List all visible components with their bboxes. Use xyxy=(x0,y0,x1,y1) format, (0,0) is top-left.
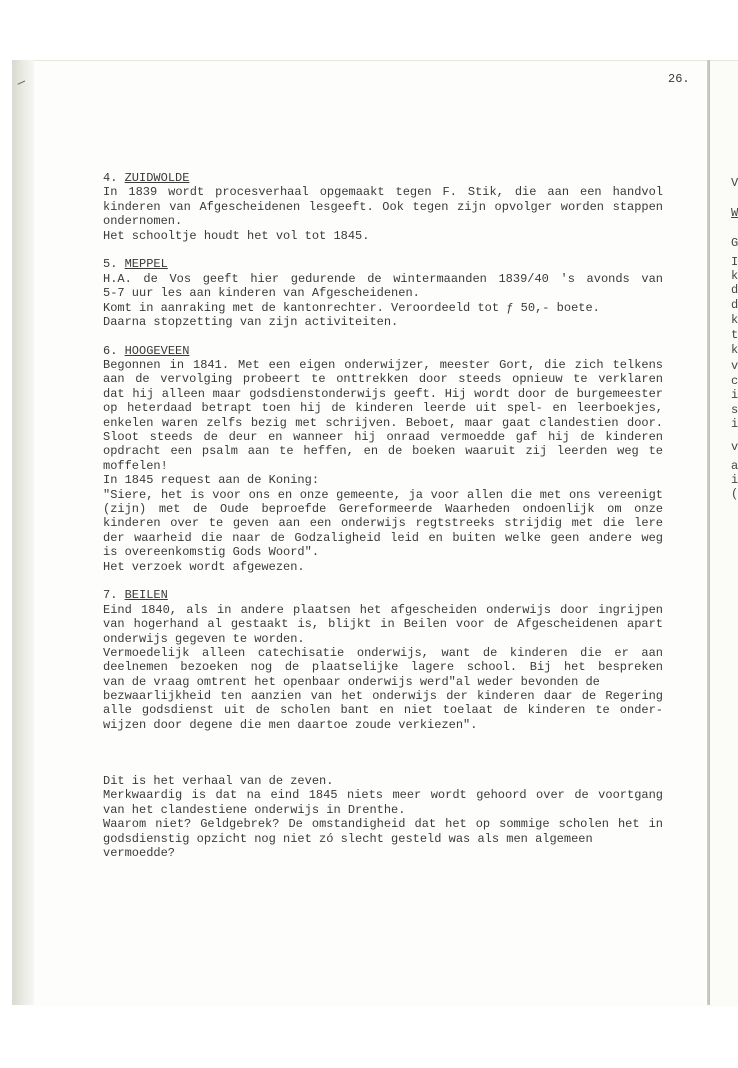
section-number: 6. xyxy=(103,343,118,358)
text-line: van het clandestiene onderwijs in Drenthe. xyxy=(103,802,406,817)
text-line: vermoedde? xyxy=(103,845,176,860)
section-title: ZUIDWOLDE xyxy=(124,171,190,185)
text-line: Begonnen in 1841. Met een eigen onderwijzer, meester Gort, die zich telkens xyxy=(103,358,663,373)
text-line: onderwijs gegeven te worden. xyxy=(103,631,305,646)
section-heading xyxy=(103,344,663,358)
text-line: Vermoedelijk alleen catechisatie onderwijs, want de kinderen die er aan xyxy=(103,645,663,660)
text-line: Het verzoek wordt afgewezen. xyxy=(103,559,305,574)
text-line: "Siere, het is voor ons en onze gemeente, ja voor allen die met ons vereenigt xyxy=(103,487,663,502)
next-page-fragment: v xyxy=(731,440,738,454)
next-page-fragment: t xyxy=(731,328,738,342)
next-page-fragment: V xyxy=(731,176,738,190)
text-line: Daarna stopzetting van zijn activiteiten. xyxy=(103,314,399,329)
text-line: is overeenkomstig Gods Woord". xyxy=(103,545,320,560)
text-line: bezwaarlijkheid ten aanzien van het onderwijs der kinderen daar de Regering xyxy=(103,689,663,704)
next-page-fragment: d xyxy=(731,298,738,312)
next-page-fragment: a xyxy=(731,459,738,473)
text-line: godsdienstig opzicht nog niet zó slecht gesteld was als men algemeen xyxy=(103,831,593,846)
next-page-fragment: k xyxy=(731,269,738,283)
next-page-fragment: v xyxy=(731,359,738,373)
text-line: van de vraag omtrent het openbaar onderwijs werd"al weder bevonden de xyxy=(103,674,600,689)
text-line: kinderen van Afgescheidenen lesgeeft. Ook tegen zijn opvolger worden stappen xyxy=(103,199,663,214)
text-line: op heterdaad betrapt toen hij de kinderen leerde uit spel- en leerboekjes, xyxy=(103,401,663,416)
next-page-fragment: i xyxy=(731,473,738,487)
section-title: BEILEN xyxy=(124,588,168,603)
text-line: In 1839 wordt procesverhaal opgemaakt tegen F. Stik, die aan een handvol xyxy=(103,185,663,200)
section-number: 7. xyxy=(103,588,118,603)
section-hoogeveen xyxy=(103,344,663,574)
page-number: 26. xyxy=(668,72,690,86)
next-page-edge xyxy=(710,60,738,1006)
text-line: enkelen waren zelfs bezig met schrijven. Beboet, maar gaat clandestien door. xyxy=(103,415,663,430)
text-line: (zijn) met de Oude beproefde Gereformeerde Waarheden ondoenlijk om onze xyxy=(103,501,663,516)
next-page-fragment: i xyxy=(731,417,738,431)
text-line: wijzen door degene die men daartoe zoude verkiezen". xyxy=(103,717,478,732)
document-body xyxy=(103,171,663,747)
text-line: Sloot steeds de deur en wanneer hij onraad vermoedde gaf hij de kinderen xyxy=(103,430,663,445)
text-line: Merkwaardig is dat na eind 1845 niets meer wordt gehoord over de voortgang xyxy=(103,788,663,803)
text-line: aan de vervolging probeert te onttrekken door steeds opnieuw te verklaren xyxy=(103,372,663,387)
next-page-fragment: c xyxy=(731,374,738,388)
text-line: Komt in aanraking met de kantonrechter. Veroordeeld tot ƒ 50,- boete. xyxy=(103,300,600,315)
text-line: der waarheid die naar de Godzaligheid leid en buiten welke geen andere weg xyxy=(103,530,663,545)
text-line: Het schooltje houdt het vol tot 1845. xyxy=(103,228,370,243)
text-line: alle godsdienst uit de scholen bant en niet toelaat de kinderen te onder- xyxy=(103,703,663,718)
next-page-fragment: I xyxy=(731,255,738,269)
section-heading xyxy=(103,171,663,185)
book-binding xyxy=(12,60,34,1005)
text-line: opdracht een psalm aan te heffen, en de boeken waaruit zij leerden weg te xyxy=(103,444,663,459)
section-beilen xyxy=(103,588,663,732)
next-page-fragment: k xyxy=(731,343,738,357)
text-line: Waarom niet? Geldgebrek? De omstandigheid dat het op sommige scholen het in xyxy=(103,817,663,832)
section-number: 5. xyxy=(103,257,118,272)
text-line: H.A. de Vos geeft hier gedurende de wintermaanden 1839/40 's avonds van xyxy=(103,271,663,286)
section-heading xyxy=(103,588,663,602)
section-number: 4. xyxy=(103,171,118,185)
text-line: ondernomen. xyxy=(103,214,183,229)
next-page-fragment: s xyxy=(731,403,738,417)
text-line: Eind 1840, als in andere plaatsen het afgescheiden onderwijs door ingrijpen xyxy=(103,602,663,617)
section-title: HOOGEVEEN xyxy=(124,343,190,358)
text-line: van hogerhand al gestaakt is, blijkt in Beilen voor de Afgescheidenen apart xyxy=(103,617,663,632)
text-line: dat hij alleen maar godsdienstonderwijs geeft. Hij wordt door de burgemeester xyxy=(103,386,663,401)
text-line: 5-7 uur les aan kinderen van Afgescheidenen. xyxy=(103,286,420,301)
text-line: kinderen over te geven aan een onderwijs regtstreeks strijdig met die lere xyxy=(103,516,663,531)
next-page-fragment: i xyxy=(731,388,738,402)
section-heading xyxy=(103,257,663,271)
next-page-fragment: G xyxy=(731,236,738,250)
text-line: In 1845 request aan de Koning: xyxy=(103,473,320,488)
closing-paragraph xyxy=(103,774,663,860)
next-page-fragment: ( xyxy=(731,487,738,501)
next-page-fragment: k xyxy=(731,313,738,327)
section-title: MEPPEL xyxy=(124,257,168,272)
section-meppel xyxy=(103,257,663,329)
text-line: deelnemen bezoeken nog de plaatselijke lagere school. Bij het bespreken xyxy=(103,660,663,675)
text-line: moffelen! xyxy=(103,458,168,473)
text-line: Dit is het verhaal van de zeven. xyxy=(103,774,334,788)
next-page-fragment: W xyxy=(731,206,738,220)
next-page-fragment: d xyxy=(731,283,738,297)
section-zuidwolde xyxy=(103,171,663,243)
